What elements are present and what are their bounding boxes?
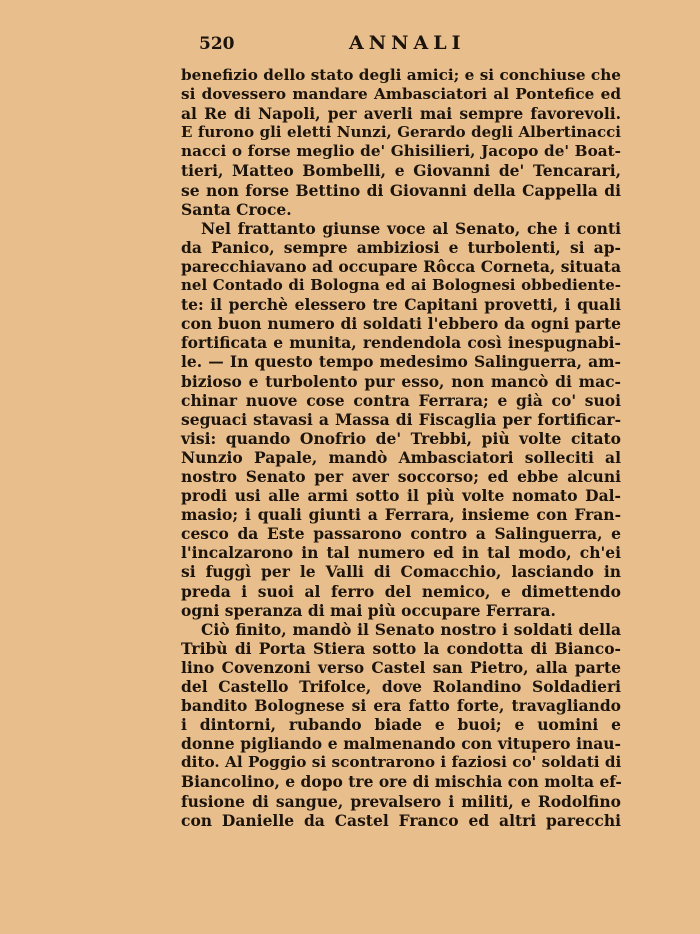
text-line: al Re di Napoli, per averli mai sempre favorevoli. (181, 104, 621, 124)
text-line: fortificata e munita, rendendola così inespugnabi- (181, 333, 621, 353)
text-line: Nunzio Papale, mandò Ambasciatori solleciti al (181, 447, 621, 467)
text-line: lino Covenzoni verso Castel san Pietro, alla parte (181, 657, 621, 677)
text-line: Santa Croce. (181, 199, 292, 219)
text-line: tieri, Matteo Bombelli, e Giovanni de' Tencarari, (181, 161, 621, 181)
text-line: parecchiavano ad occupare Rôcca Corneta, situata (181, 256, 621, 276)
text-line: nacci o forse meglio de' Ghisilieri, Jacopo de' Boat- (181, 142, 621, 161)
text-line: E furono gli eletti Nunzi, Gerardo degli Albertinacci (181, 123, 621, 142)
text-line: seguaci stavasi a Massa di Fiscaglia per fortificar- (181, 409, 621, 429)
text-line: con buon numero di soldati l'ebbero da ogni parte (181, 314, 621, 334)
text-line: da Panico, sempre ambiziosi e turbolenti, si ap- (181, 237, 621, 257)
text-line: Biancolino, e dopo tre ore di mischia con molta ef- (181, 772, 622, 792)
running-title: ANNALI (349, 32, 466, 54)
text-line: Ciò finito, mandò il Senato nostro i soldati della (201, 619, 621, 639)
text-line: bandito Bolognese si era fatto forte, travagliando (181, 696, 621, 716)
text-line: del Castello Trifolce, dove Rolandino Soldadieri (181, 677, 621, 696)
text-line: prodi usi alle armi sotto il più volte nomato Dal- (181, 486, 621, 506)
page-number: 520 (199, 34, 235, 54)
text-line: te: il perchè elessero tre Capitani provetti, i quali (181, 295, 621, 315)
text-line: le. — In questo tempo medesimo Salinguerra, am- (181, 352, 621, 372)
text-line: con Danielle da Castel Franco ed altri parecchi (181, 810, 621, 830)
text-line: benefizio dello stato degli amici; e si conchiuse che (181, 66, 621, 84)
text-line: chinar nuove cose contra Ferrara; e già co' suoi (181, 390, 621, 410)
text-line: fusione di sangue, prevalsero i militi, e Rodolfino (181, 791, 621, 811)
text-line: l'incalzarono in tal numero ed in tal modo, ch'ei (181, 543, 621, 563)
page-header (181, 30, 621, 60)
text-line: preda i suoi al ferro del nemico, e dimettendo (181, 581, 621, 601)
text-line: si fuggì per le Valli di Comacchio, lasciando in (181, 562, 621, 582)
text-line: Tribù di Porta Stiera sotto la condotta di Bianco- (181, 638, 621, 658)
text-line: nostro Senato per aver soccorso; ed ebbe alcuni (181, 466, 621, 486)
text-line: donne pigliando e malmenando con vitupero inau- (181, 734, 621, 754)
text-line: visi: quando Onofrio de' Trebbi, più volte citato (181, 428, 621, 448)
text-line: nel Contado di Bologna ed ai Bolognesi obbediente- (181, 276, 621, 295)
text-line: dito. Al Poggio si scontrarono i faziosi co' soldati di (181, 753, 622, 772)
body-text (181, 66, 621, 830)
text-line: masio; i quali giunti a Ferrara, insieme con Fran- (181, 505, 621, 525)
text-line: se non forse Bettino di Giovanni della Cappella di (181, 180, 621, 200)
text-line: ogni speranza di mai più occupare Ferrara. (181, 600, 556, 620)
text-line: Nel frattanto giunse voce al Senato, che i conti (201, 218, 621, 238)
text-line: cesco da Este passarono contro a Salinguerra, e (181, 524, 621, 544)
text-line: bizioso e turbolento pur esso, non mancò di mac- (181, 371, 621, 391)
text-line: i dintorni, rubando biade e buoi; e uomini e (181, 715, 621, 735)
text-line: si dovessero mandare Ambasciatori al Pontefice ed (181, 85, 621, 104)
